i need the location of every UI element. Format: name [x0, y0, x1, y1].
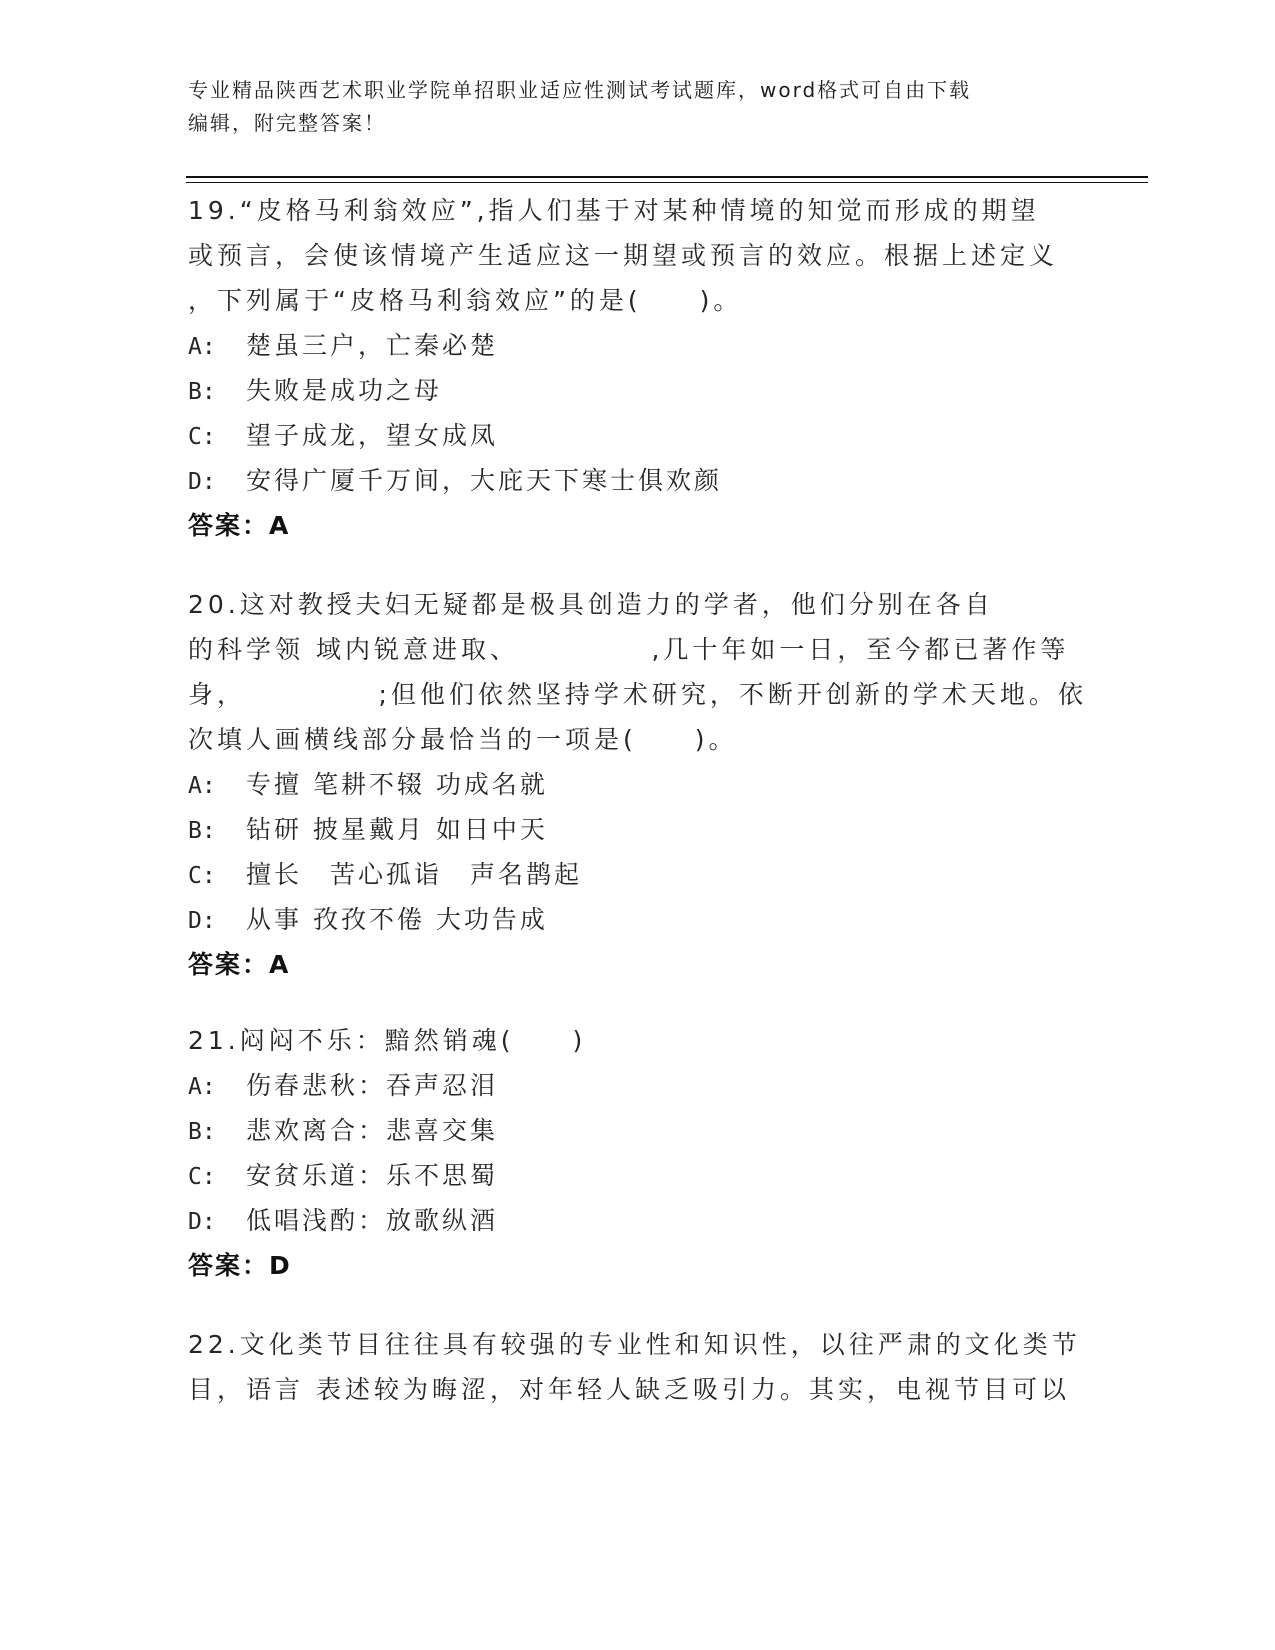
option-letter: A: [188, 773, 216, 799]
option-text: 悲欢离合：悲喜交集 [246, 1116, 499, 1145]
option-b [188, 807, 1088, 852]
question-stem-line: 22.文化类节目往往具有较强的专业性和知识性，以往严肃的文化类节 [188, 1330, 1081, 1359]
option-letter: C: [188, 863, 216, 889]
question-stem-line: 次填人画横线部分最恰当的一项是( )。 [188, 725, 738, 754]
option-c [188, 852, 1088, 897]
question-22 [188, 1322, 1088, 1412]
option-text: 伤春悲秋：吞声忍泪 [246, 1071, 499, 1100]
answer-value: D [269, 1251, 292, 1280]
option-text: 失败是成功之母 [246, 376, 443, 405]
option-b [188, 1108, 1088, 1153]
answer-line [188, 942, 1088, 987]
question-stem-line: 21.闷闷不乐：黯然销魂( ) [188, 1026, 587, 1055]
answer-label: 答案： [188, 511, 270, 540]
option-letter: B: [188, 1119, 216, 1145]
answer-line [188, 503, 1088, 548]
option-text: 安贫乐道：乐不思蜀 [246, 1161, 499, 1190]
option-letter: D: [188, 908, 216, 934]
answer-line [188, 1243, 1088, 1288]
answer-value: A [269, 511, 291, 540]
header-line-2: 编辑，附完整答案！ [188, 111, 386, 135]
option-c [188, 413, 1088, 458]
question-stem-line: 目，语言 表述较为晦涩，对年轻人缺乏吸引力。其实，电视节目可以 [188, 1375, 1070, 1404]
option-letter: A: [188, 1074, 216, 1100]
option-d [188, 458, 1088, 503]
question-20 [188, 582, 1088, 987]
option-a [188, 762, 1088, 807]
header-divider-thin [186, 182, 1148, 183]
question-stem-line: 的科学领 域内锐意进取、 ,几十年如一日，至今都已著作等 [188, 635, 1070, 664]
option-c [188, 1153, 1088, 1198]
question-stem-line: 或预言，会使该情境产生适应这一期望或预言的效应。根据上述定义 [188, 241, 1059, 270]
option-a [188, 323, 1088, 368]
question-19 [188, 188, 1088, 548]
option-text: 擅长 苦心孤诣 声名鹊起 [246, 860, 583, 889]
answer-label: 答案： [188, 1251, 270, 1280]
option-letter: C: [188, 424, 216, 450]
header-line-1: 专业精品陕西艺术职业学院单招职业适应性测试考试题库，word格式可自由下载 [188, 78, 972, 102]
option-letter: B: [188, 818, 216, 844]
option-letter: B: [188, 379, 216, 405]
answer-value: A [269, 950, 291, 979]
option-text: 从事 孜孜不倦 大功告成 [246, 905, 548, 934]
question-stem-line: ，下列属于“皮格马利翁效应”的是( )。 [188, 286, 743, 315]
option-text: 钻研 披星戴月 如日中天 [246, 815, 548, 844]
option-letter: C: [188, 1164, 216, 1190]
question-stem-line: 身， ;但他们依然坚持学术研究，不断开创新的学术天地。依 [188, 680, 1087, 709]
answer-label: 答案： [188, 950, 270, 979]
option-letter: D: [188, 469, 216, 495]
header-divider-thick [186, 176, 1148, 178]
option-letter: A: [188, 334, 216, 360]
option-a [188, 1063, 1088, 1108]
option-text: 专擅 笔耕不辍 功成名就 [246, 770, 548, 799]
option-d [188, 1198, 1088, 1243]
option-text: 楚虽三户，亡秦必楚 [246, 331, 499, 360]
question-21 [188, 1018, 1088, 1288]
question-stem-line: 20.这对教授夫妇无疑都是极具创造力的学者，他们分别在各自 [188, 590, 994, 619]
question-stem-line: 19.“皮格马利翁效应”,指人们基于对某种情境的知觉而形成的期望 [188, 196, 1040, 225]
option-d [188, 897, 1088, 942]
option-text: 安得广厦千万间，大庇天下寒士俱欢颜 [246, 466, 723, 495]
document-header [188, 74, 1068, 140]
option-text: 望子成龙，望女成凤 [246, 421, 499, 450]
option-letter: D: [188, 1209, 216, 1235]
option-text: 低唱浅酌：放歌纵酒 [246, 1206, 499, 1235]
option-b [188, 368, 1088, 413]
